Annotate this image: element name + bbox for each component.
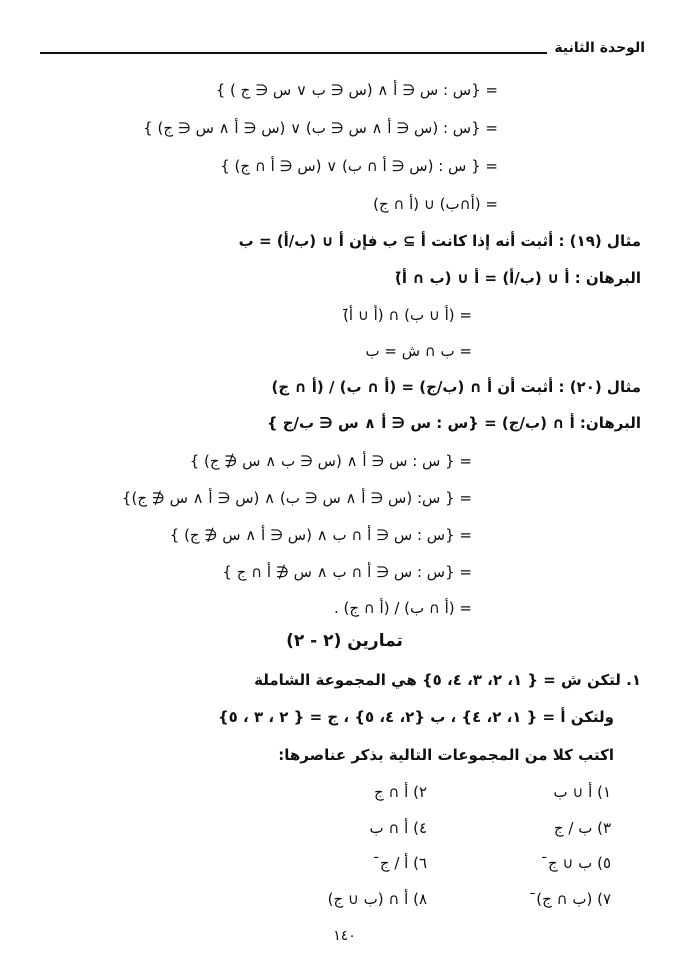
- example-19-step-1: = (أ ∪ ب) ∩ (أ ∪ أ̄): [343, 306, 472, 324]
- example-19-proof: البرهان : أ ∪ (ب/أ) = أ ∪ (ب ∩ أ̄): [394, 269, 641, 287]
- exercise-item-5: ٥) ب ∪ ج̄: [547, 854, 611, 872]
- example-20-step-2: = { س: (س ∈ أ ∧ س ∈ ب) ∧ (س ∈ أ ∧ س ∉ ج)}: [121, 489, 472, 507]
- exercise-item-4: ٤) أ ∩ ب: [369, 819, 427, 837]
- exercise-given-sets: ولتكن أ = { ١، ٢، ٤} ، ب {٢، ٤، ٥} ، ج = { ٢ ، ٣ ، ٥}: [217, 708, 614, 726]
- exercise-item-1: ١) أ ∪ ب: [553, 783, 611, 801]
- example-20-step-5: = (أ ∩ ب) / (أ ∩ ج) .: [333, 599, 472, 617]
- exercise-item-7: ٧) (ب ∩ ج)̄: [536, 890, 611, 908]
- exercise-item-8: ٨) أ ∩ (ب ∪ ج): [327, 890, 427, 908]
- page-number: ١٤٠: [333, 928, 356, 944]
- proof-line-1: = {س : س ∈ أ ∧ (س ∈ ب ∨ س ∈ ج ) }: [215, 81, 498, 99]
- example-20-step-3: = {س : س ∈ أ ∩ ب ∧ (س ∈ أ ∧ س ∉ ج) }: [169, 526, 472, 544]
- proof-line-2: = {س : (س ∈ أ ∧ س ∈ ب) ∨ (س ∈ أ ∧ س ∈ ج) }: [143, 119, 498, 137]
- example-20-step-4: = {س : س ∈ أ ∩ ب ∧ س ∉ أ ∩ ج }: [222, 563, 472, 581]
- proof-line-4: = (أ∩ب) ∪ (أ ∩ ج): [373, 195, 498, 213]
- example-20-step-1: = { س : س ∈ أ ∧ (س ∈ ب ∧ س ∉ ج) }: [189, 452, 472, 470]
- example-20-proof: البرهان: أ ∩ (ب/ج) = {س : س ∈ أ ∧ س ∈ ب/ج }: [266, 414, 641, 432]
- page-header: [40, 40, 645, 62]
- example-19-step-2: = ب ∩ ش = ب: [365, 342, 472, 360]
- exercise-item-3: ٣) ب / ج: [553, 819, 611, 837]
- exercise-item-6: ٦) أ / ج̄: [379, 854, 427, 872]
- exercise-1: ١. لتكن ش = { ١، ٢، ٣، ٤، ٥} هي المجموعة الشاملة: [254, 671, 641, 689]
- example-20: مثال (٢٠) : أثبت أن أ ∩ (ب/ج) = (أ ∩ ب) / (أ ∩ ج): [271, 378, 641, 396]
- header-title: الوحدة الثانية: [554, 40, 645, 56]
- proof-line-3: = { س : (س ∈ أ ∩ ب) ∨ (س ∈ أ ∩ ج) }: [220, 157, 498, 175]
- exercise-instruction: اكتب كلا من المجموعات التالية بذكر عناصرها:: [278, 746, 614, 764]
- exercises-heading: تمارين (٢ - ٢): [286, 631, 403, 651]
- example-19: مثال (١٩) : أثبت أنه إذا كانت أ ⊇ ب فإن أ ∪ (ب/أ) = ب: [238, 232, 641, 250]
- header-rule: [40, 52, 547, 54]
- exercise-item-2: ٢) أ ∩ ج: [373, 783, 427, 801]
